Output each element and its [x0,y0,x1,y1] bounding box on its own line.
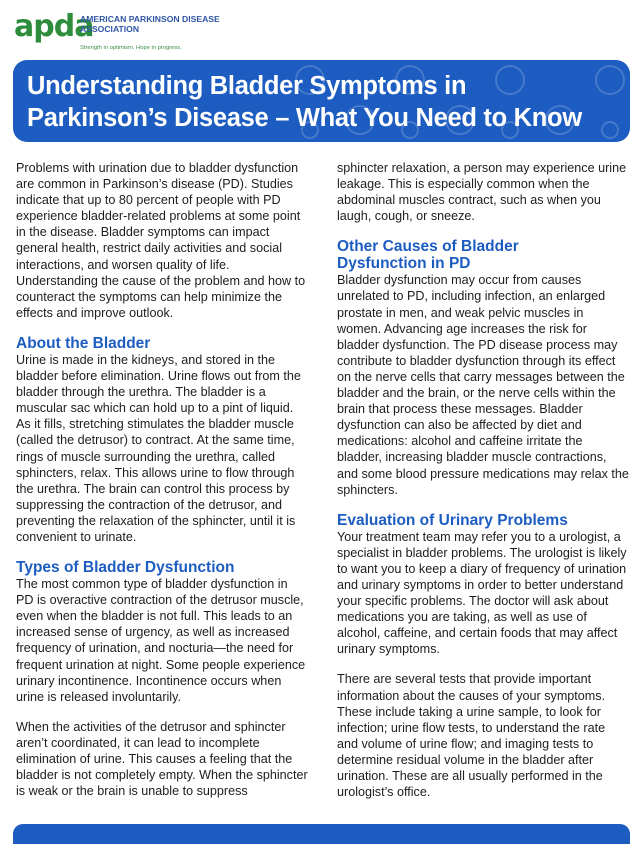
left-column [16,160,308,813]
title-banner [13,60,630,142]
page-title-line-1: Understanding Bladder Symptoms in [27,72,467,100]
section-heading-evaluation: Evaluation of Urinary Problems [337,511,568,529]
other-causes-paragraph: Bladder dysfunction may occur from causes unrelated to PD, including infection, an enlarged prostate in men, and weak pelvic muscles in women. Advancing age increases the risk for bladder dysfunction. The PD disease process may contribute to bladder dysfunction through its effect on the nerve cells that carry messages between the bladder and the brain, or the nerve cells within the brain that process these messages. Bladder dysfunction can also be affected by diet and medications: alcohol and caffeine irritate the bladder, increasing bladder muscle contractions, and some blood pressure medications may relax the sphincters. [337,273,629,497]
section-heading-about: About the Bladder [16,334,151,352]
section-heading-types: Types of Bladder Dysfunction [16,559,235,577]
other-causes-heading-line-2: Dysfunction in PD [337,255,471,273]
organization-name: AMERICAN PARKINSON DISEASE ASSOCIATION [80,14,220,34]
page-title [27,70,627,134]
right-column [337,160,629,814]
about-paragraph: Urine is made in the kidneys, and stored in the bladder before elimination. Urine flows out from the bladder through the urethra. The bladder is a muscular sac which can hold up to a pint of liquid. As it fills, stretching stimulates the bladder muscle (called the detrusor) to contract. At the same time, rings of muscle surrounding the urethra, called sphincters, relax. This allows urine to flow through the urethra. The brain can control this process by suppressing the contraction of the detrusor, and preventing the relaxation of the sphincter, until it is convenient to urinate. [16,352,301,544]
evaluation-paragraph-1: Your treatment team may refer you to a urologist, a specialist in bladder problems. The urologist is likely to want you to keep a diary of frequency of urination and urinary symptoms in order to better understand your specific problems. The doctor will ask about medications you are taking, as well as use of alcohol, caffeine, and certain foods that may affect urinary symptoms. [337,529,627,657]
footer-bar [13,824,630,844]
continued-paragraph: sphincter relaxation, a person may experience urine leakage. This is especially common when the abdominal muscles contract, such as when you laugh, cough, or sneeze. [337,161,627,224]
types-paragraph-1: The most common type of bladder dysfunction in PD is overactive contraction of the detrusor muscle, even when the bladder is not full. This leads to an increased sense of urgency, as well as increased frequency of urination, and nocturia—the need for frequent urination at night. Some people experience urinary incontinence. Incontinence occurs when urine is released involuntarily. [16,577,306,704]
logo-mark: apda [14,9,94,44]
evaluation-paragraph-2: There are several tests that provide important information about the causes of your symptoms. These include taking a urine sample, to look for infection; urine flow tests, to understand the rate and volume of urine flow; and imaging tests to determine residual volume in the bladder after urination. These are all usually performed in the urologist’s office. [337,672,606,800]
types-paragraph-2: When the activities of the detrusor and sphincter aren’t coordinated, it can lead to incomplete elimination of urine. This causes a feeling that the bladder is not completely empty. When the sphincter is weak or the brain is unable to suppress [16,719,308,799]
page-title-line-2: Parkinson’s Disease – What You Need to Know [27,104,582,132]
other-causes-heading-line-1: Other Causes of Bladder [337,238,519,256]
section-heading-other-causes [337,238,629,272]
organization-tagline: Strength in optimism. Hope in progress. [80,45,182,51]
intro-paragraph: Problems with urination due to bladder dysfunction are common in Parkinson’s disease (PD). Studies indicate that up to 80 percent of people with PD experience bladder-related problems at some point in the disease. Bladder symptoms can impact general health, restrict daily activities and social interactions, and worsen quality of life. Understanding the cause of the problem and how to counteract the symptoms can help minimize the effects and improve outlook. [16,161,306,320]
